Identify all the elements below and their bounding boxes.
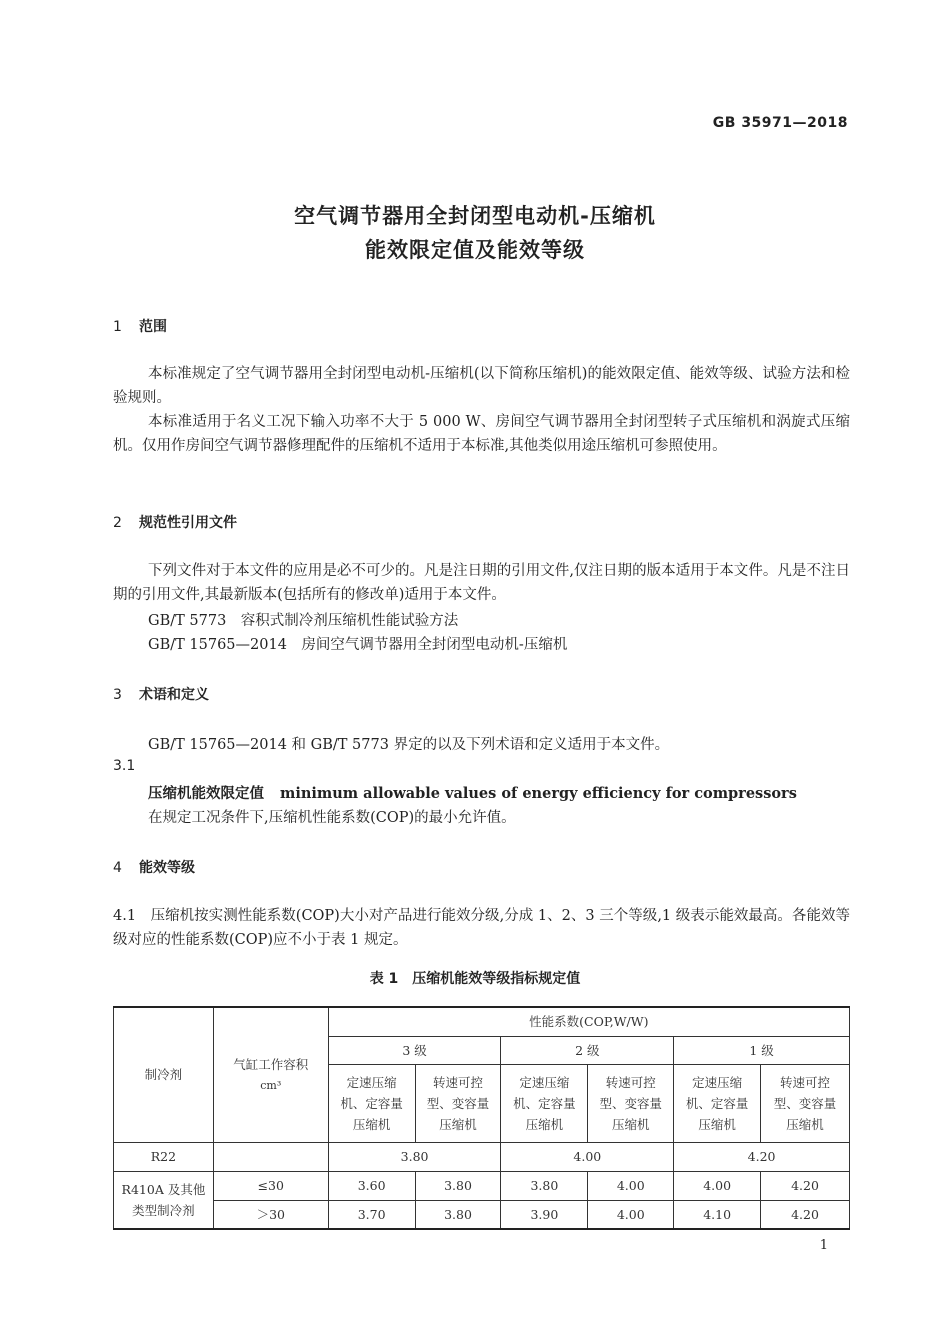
header-volume-unit: cm³	[260, 1078, 282, 1092]
references-paragraph: 下列文件对于本文件的应用是必不可少的。凡是注日期的引用文件,仅注日期的版本适用于本文件。凡是不注日期的引用文件,其最新版本(包括所有的修改单)适用于本文件。	[113, 563, 850, 603]
grades-paragraph: 4.1 压缩机按实测性能系数(COP)大小对产品进行能效分级,分成 1、2、3 三个等级,1 级表示能效最高。各能效等级对应的性能系数(COP)应不小于表 1 规定。	[113, 908, 850, 948]
header-fixed-speed: 定速压缩 机、定容量 压缩机	[501, 1064, 588, 1142]
cell-value: 3.70	[328, 1200, 415, 1229]
cell-value: 4.20	[761, 1200, 850, 1229]
cell-value: 4.00	[674, 1171, 761, 1200]
reference-item: GB/T 5773 容积式制冷剂压缩机性能试验方法	[148, 613, 459, 629]
section-number: 3	[113, 687, 122, 703]
header-grade-2: 2 级	[501, 1036, 674, 1064]
cell-value: 4.00	[501, 1142, 674, 1171]
scope-paragraph-1: 本标准规定了空气调节器用全封闭型电动机-压缩机(以下简称压缩机)的能效限定值、能效等级、试验方法和检验规则。	[113, 366, 850, 406]
section-heading-references	[113, 512, 237, 532]
header-grade-1: 1 级	[674, 1036, 850, 1064]
cell-value: 4.20	[761, 1171, 850, 1200]
table-row	[114, 1142, 850, 1171]
section-title: 能效等级	[139, 860, 195, 876]
cell-value: 3.60	[328, 1171, 415, 1200]
cell-value: 3.80	[328, 1142, 501, 1171]
cell-refrigerant: R22	[114, 1142, 214, 1171]
cell-value: 3.80	[501, 1171, 588, 1200]
section-heading-scope	[113, 316, 167, 336]
table-caption: 表 1 压缩机能效等级指标规定值	[369, 971, 581, 987]
section-number: 4	[113, 860, 122, 876]
header-variable-speed: 转速可控 型、变容量 压缩机	[761, 1064, 850, 1142]
header-fixed-speed: 定速压缩 机、定容量 压缩机	[674, 1064, 761, 1142]
header-fixed-speed: 定速压缩 机、定容量 压缩机	[328, 1064, 415, 1142]
standard-code: GB 35971—2018	[712, 115, 848, 131]
cell-volume	[213, 1142, 328, 1171]
cell-value: 4.20	[674, 1142, 850, 1171]
header-cylinder-volume	[213, 1007, 328, 1142]
section-number: 1	[113, 319, 122, 335]
page-number: 1	[819, 1238, 828, 1253]
header-volume-label: 气缸工作容积	[233, 1056, 309, 1072]
subclause-number: 3.1	[113, 758, 136, 774]
section-title: 规范性引用文件	[139, 515, 237, 531]
section-number: 2	[113, 515, 122, 531]
cell-value: 4.00	[588, 1200, 674, 1229]
header-cop: 性能系数(COP,W/W)	[328, 1007, 849, 1036]
header-refrigerant: 制冷剂	[114, 1007, 214, 1142]
document-title-line2: 能效限定值及能效等级	[365, 238, 585, 262]
cell-value: 3.90	[501, 1200, 588, 1229]
term-chinese: 压缩机能效限定值	[148, 786, 264, 802]
cell-volume: ≤30	[213, 1171, 328, 1200]
term-english: minimum allowable values of energy efficiency for compressors	[280, 785, 797, 802]
section-heading-terms	[113, 684, 209, 704]
table-row	[114, 1171, 850, 1200]
header-variable-speed: 转速可控 型、变容量 压缩机	[415, 1064, 501, 1142]
cell-refrigerant: R410A 及其他 类型制冷剂	[114, 1171, 214, 1229]
scope-paragraph-2: 本标准适用于名义工况下输入功率不大于 5 000 W、房间空气调节器用全封闭型转子式压缩机和涡旋式压缩机。仅用作房间空气调节器修理配件的压缩机不适用于本标准,其他类似用途压缩机可参照使用。	[113, 414, 850, 454]
section-title: 术语和定义	[139, 687, 209, 703]
reference-item: GB/T 15765—2014 房间空气调节器用全封闭型电动机-压缩机	[148, 637, 568, 653]
section-heading-grades	[113, 857, 195, 877]
cell-value: 4.10	[674, 1200, 761, 1229]
document-title-line1: 空气调节器用全封闭型电动机-压缩机	[294, 204, 656, 228]
cell-value: 3.80	[415, 1200, 501, 1229]
header-grade-3: 3 级	[328, 1036, 501, 1064]
terms-paragraph: GB/T 15765—2014 和 GB/T 5773 界定的以及下列术语和定义适用于本文件。	[148, 737, 670, 753]
cell-value: 3.80	[415, 1171, 501, 1200]
term-entry	[148, 782, 797, 803]
term-definition: 在规定工况条件下,压缩机性能系数(COP)的最小允许值。	[148, 810, 516, 826]
cell-volume: ＞30	[213, 1200, 328, 1229]
efficiency-grade-table	[113, 1006, 850, 1230]
header-variable-speed: 转速可控 型、变容量 压缩机	[588, 1064, 674, 1142]
cell-value: 4.00	[588, 1171, 674, 1200]
section-title: 范围	[139, 319, 167, 335]
table-row	[114, 1200, 850, 1229]
